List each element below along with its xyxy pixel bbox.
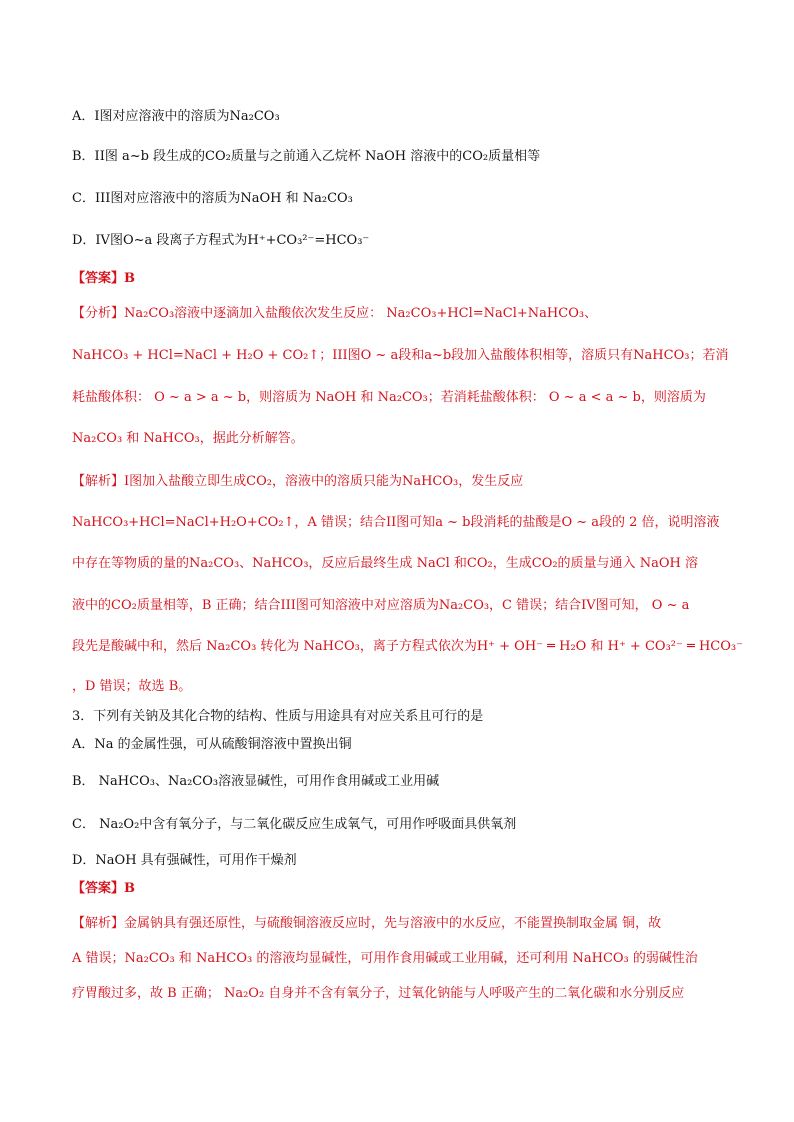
analysis-line-2: NaHCO₃ + HCl=NaCl + H₂O + CO₂↑；III图O ~ a段和a~b段加入盐酸体积相等，溶质只有NaHCO₃；若消 [72,348,729,363]
q3-option-b: B． NaHCO₃、Na₂CO₃溶液显碱性，可用作食用碱或工业用碱 [72,774,440,789]
q3-option-c: C． Na₂O₂中含有氧分子，与二氧化碳反应生成氧气，可用作呼吸面具供氧剂 [72,817,517,832]
answer-label: 【答案】B [72,271,135,286]
explanation-line-5: 段先是酸碱中和，然后 Na₂CO₃ 转化为 NaHCO₃，离子方程式依次为H⁺ + OH⁻ ═ H₂O 和 H⁺ + CO₃²⁻ ═ HCO₃⁻ [72,639,743,654]
explanation-line-4: 液中的CO₂质量相等，B 正确；结合III图可知溶液中对应溶质为Na₂CO₃，C 错误；结合IV图可知， O ~ a [72,598,690,613]
explanation-line-2: NaHCO₃+HCl=NaCl+H₂O+CO₂↑，A 错误；结合II图可知a ~ b段消耗的盐酸是O ~ a段的 2 倍，说明溶液 [72,515,720,530]
q3-explanation-line-3: 疗胃酸过多，故 B 正确； Na₂O₂ 自身并不含有氧分子，过氧化钠能与人呼吸产生的二氧化碳和水分别反应 [72,986,685,1001]
explanation-line-1: 【解析】I图加入盐酸立即生成CO₂，溶液中的溶质只能为NaHCO₃，发生反应 [72,474,524,489]
q3-explanation-line-2: A 错误；Na₂CO₃ 和 NaHCO₃ 的溶液均显碱性，可用作食用碱或工业用碱，还可利用 NaHCO₃ 的弱碱性治 [72,951,698,966]
q3-answer-label: 【答案】B [72,881,135,896]
q3-option-a: A．Na 的金属性强，可从硫酸铜溶液中置换出铜 [72,737,352,752]
explanation-line-6: ，D 错误；故选 B。 [72,679,192,694]
option-c: C．III图对应溶液中的溶质为NaOH 和 Na₂CO₃ [72,191,353,206]
explanation-line-3: 中存在等物质的量的Na₂CO₃、NaHCO₃，反应后最终生成 NaCl 和CO₂，生成CO₂的质量与通入 NaOH 溶 [72,556,698,571]
q3-explanation-line-1: 【解析】金属钠具有强还原性，与硫酸铜溶液反应时，先与溶液中的水反应，不能置换制取金属 铜，故 [72,916,662,931]
option-a: A．I图对应溶液中的溶质为Na₂CO₃ [72,109,280,124]
q3-option-d: D．NaOH 具有强碱性，可用作干燥剂 [72,853,297,868]
analysis-line-1: 【分析】Na₂CO₃溶液中逐滴加入盐酸依次发生反应： Na₂CO₃+HCl=NaCl+NaHCO₃、 [72,306,598,321]
option-b: B．II图 a~b 段生成的CO₂质量与之前通入乙烷杯 NaOH 溶液中的CO₂质量相等 [72,149,541,164]
option-d: D．IV图O~a 段离子方程式为H⁺+CO₃²⁻=HCO₃⁻ [72,233,370,248]
question-3: 3．下列有关钠及其化合物的结构、性质与用途具有对应关系且可行的是 [72,709,484,724]
analysis-line-4: Na₂CO₃ 和 NaHCO₃，据此分析解答。 [72,431,304,446]
analysis-line-3: 耗盐酸体积： O ~ a > a ~ b，则溶质为 NaOH 和 Na₂CO₃；若消耗盐酸体积： O ~ a < a ~ b，则溶质为 [72,390,706,405]
